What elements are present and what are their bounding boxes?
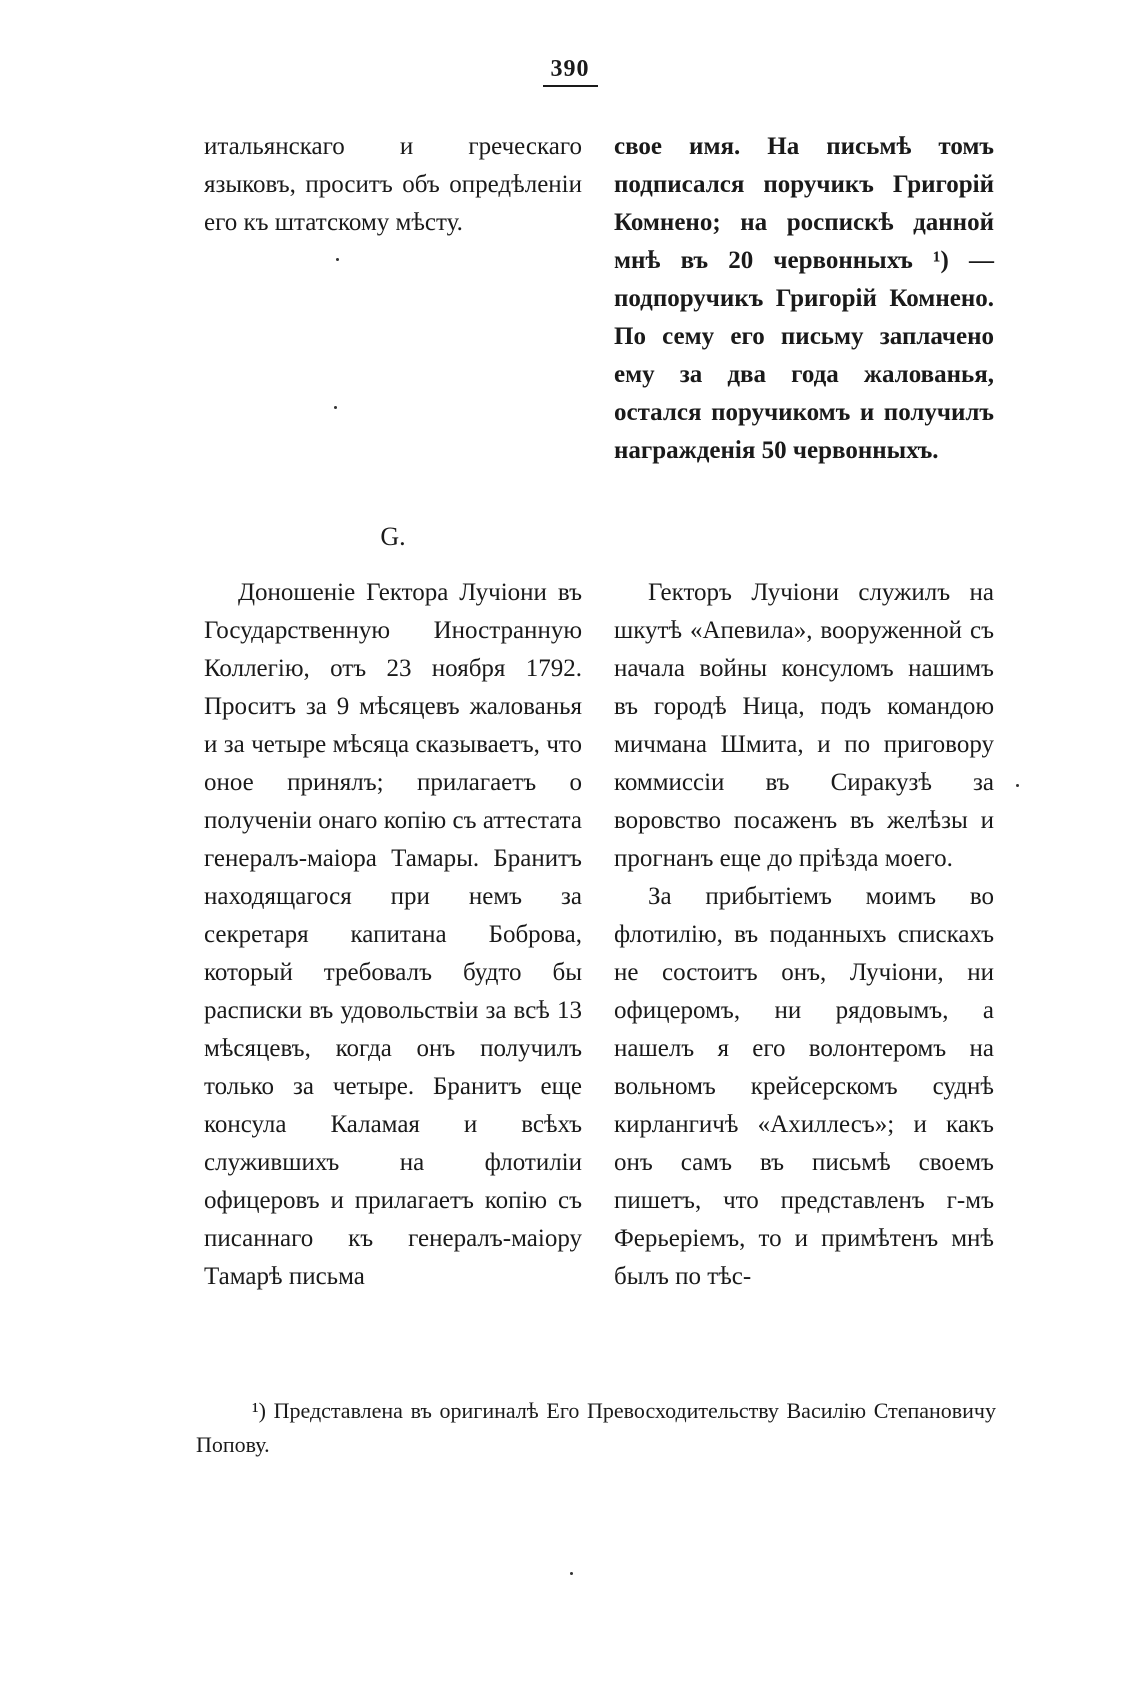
section-g-left-column <box>204 574 582 1296</box>
section-letter: G. <box>380 522 406 551</box>
section-g-right-paragraph-1: Гекторъ Лучіони служилъ на шкутѣ «Апевила», вооруженной съ начала войны консуломъ нашимъ въ городѣ Ница, подъ командою мичмана Шмита, и по приговору коммиссіи въ Сиракузѣ за воровство посаженъ въ желѣзы и прогнанъ еще до пріѣзда моего. <box>614 579 994 872</box>
top-left-text: итальянскаго и греческаго языковъ, проситъ объ опредѣленіи его къ штатскому мѣсту. <box>204 133 582 236</box>
top-right-text: свое имя. На письмѣ томъ подписался поручикъ Григорій Комнено; на роспискѣ данной мнѣ въ 20 червонныхъ ¹) — подпоручикъ Григорій Комнено. По сему его письму заплачено ему за два года жалованья, остался поручикомъ и получилъ награжденія 50 червонныхъ. <box>614 133 994 464</box>
section-g-right-paragraph-2: За прибытіемъ моимъ во флотилію, въ поданныхъ спискахъ не состоитъ онъ, Лучіони, ни офицеромъ, ни рядовымъ, а нашелъ я его волонтеромъ на вольномъ крейсерскомъ суднѣ кирлангичѣ «Ахиллесъ»; и какъ онъ самъ въ письмѣ своемъ пишетъ, что представленъ г-мъ Ферьеріемъ, то и примѣтенъ мнѣ былъ по тѣс- <box>614 883 994 1290</box>
page-number <box>0 56 1140 87</box>
page-number-text: 390 <box>543 56 598 87</box>
scan-speck <box>336 258 339 261</box>
scan-speck <box>1016 784 1019 787</box>
scan-speck <box>570 1572 573 1575</box>
top-left-column <box>204 128 582 242</box>
scan-speck <box>334 406 337 409</box>
top-right-column <box>614 128 994 470</box>
section-g-left-text: Доношеніе Гектора Лучіони въ Государственную Иностранную Коллегію, отъ 23 ноября 1792. Проситъ за 9 мѣсяцевъ жалованья и за четыре мѣсяца сказываетъ, что оное принялъ; прилагаетъ о полученіи онаго копію съ аттестата генералъ-маіора Тамары. Бранитъ находящагося при немъ за секретаря капитана Боброва, который требовалъ будто бы расписки въ удовольствіи за всѣ 13 мѣсяцевъ, когда онъ получилъ только за четыре. Бранитъ еще консула Каламая и всѣхъ служившихъ на флотиліи офицеровъ и прилагаетъ копію съ писаннаго къ генералъ-маіору Тамарѣ письма <box>204 579 582 1290</box>
footnote: ¹) Представлена въ оригиналѣ Его Превосходительству Василію Степановичу Попову. <box>196 1398 996 1457</box>
section-g-right-column <box>614 574 994 1296</box>
